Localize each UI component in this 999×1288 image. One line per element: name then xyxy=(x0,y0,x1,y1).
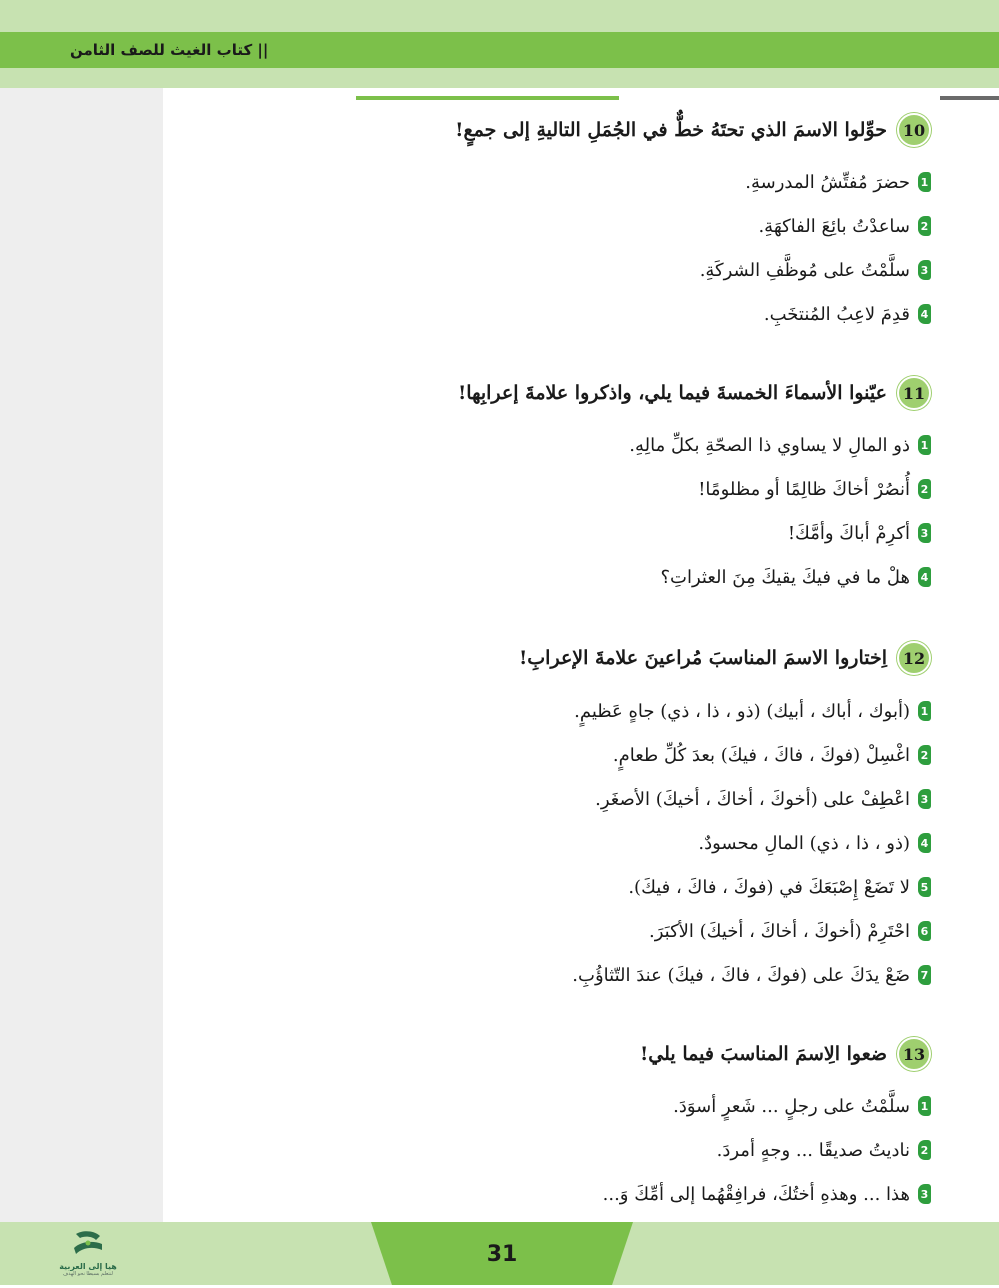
item-number-badge: 1 xyxy=(918,172,931,192)
item-text: أكرِمْ أباكَ وأمَّكَ! xyxy=(787,522,910,544)
item-text: هذا ... وهذهِ أختُكَ، فرافِقْهُما إلى أمِّكَ وَ... xyxy=(602,1183,910,1205)
page-number: 31 xyxy=(486,1242,518,1267)
list-item xyxy=(572,865,931,909)
item-text: سلَّمْتُ على مُوظَّفِ الشركَةِ. xyxy=(699,259,910,281)
item-number-badge: 4 xyxy=(918,833,931,853)
item-number-badge: 3 xyxy=(918,789,931,809)
item-number-badge: 7 xyxy=(918,965,931,985)
item-text: (ذو ، ذا ، ذي) المالِ محسودٌ. xyxy=(698,832,910,854)
logo-subtext: لنتعلم بسيطا نحو الهدف xyxy=(63,1271,113,1277)
item-text: لا تَضَعْ إِصْبَعَكَ في (فوكَ ، فاكَ ، فيكَ). xyxy=(628,876,910,898)
item-text: أُنصُرْ أخاكَ ظالِمًا أو مظلومًا! xyxy=(698,478,910,500)
exercise-12-items xyxy=(572,689,931,997)
item-number-badge: 6 xyxy=(918,921,931,941)
item-text: حضرَ مُفتِّشُ المدرسةِ. xyxy=(745,171,910,193)
item-text: اغْسِلْ (فوكَ ، فاكَ ، فيكَ) بعدَ كُلِّ طعامٍ. xyxy=(612,744,910,766)
book-title: || كتاب الغيث للصف الثامن xyxy=(70,41,269,59)
exercise-11-items xyxy=(629,423,931,599)
item-text: ناديتُ صديقًا ... وجهٍ أمردَ. xyxy=(716,1139,910,1161)
exercise-11-heading xyxy=(458,376,931,410)
list-item xyxy=(629,423,931,467)
exercise-title: حوِّلوا الاسمَ الذي تحتَهُ خطٌّ في الجُمَلِ التاليةِ إلى جمعٍ! xyxy=(455,119,887,141)
exercise-title: ضعوا الِاسمَ المناسبَ فيما يلي! xyxy=(639,1043,887,1065)
item-number-badge: 1 xyxy=(918,701,931,721)
item-number-badge: 2 xyxy=(918,479,931,499)
item-number-badge: 3 xyxy=(918,523,931,543)
item-text: ضَعْ يدَكَ على (فوكَ ، فاكَ ، فيكَ) عندَ التّثاؤُبِ. xyxy=(572,964,910,986)
list-item xyxy=(572,821,931,865)
item-text: ذو المالِ لا يساوي ذا الصحّةِ بكلِّ مالِهِ. xyxy=(629,434,910,456)
item-number-badge: 3 xyxy=(918,1184,931,1204)
exercise-title: اِختاروا الاسمَ المناسبَ مُراعينَ علامةَ الإعرابِ! xyxy=(518,647,887,669)
item-text: قدِمَ لاعِبُ المُنتخَبِ. xyxy=(763,303,910,325)
logo-icon xyxy=(68,1228,108,1258)
list-item xyxy=(603,1172,931,1216)
list-item xyxy=(700,248,931,292)
page-margin-strip xyxy=(0,88,163,1222)
list-item xyxy=(572,689,931,733)
publisher-logo xyxy=(55,1228,121,1280)
item-number-badge: 1 xyxy=(918,1096,931,1116)
exercise-number: 12 xyxy=(897,641,931,675)
item-number-badge: 2 xyxy=(918,216,931,236)
exercise-number: 11 xyxy=(897,376,931,410)
list-item xyxy=(572,953,931,997)
exercise-13-heading xyxy=(640,1037,931,1071)
item-number-badge: 1 xyxy=(918,435,931,455)
list-item xyxy=(572,909,931,953)
item-text: سلَّمْتُ على رجلٍ ... شَعرٍ أسوَدَ. xyxy=(673,1095,910,1117)
exercise-title: عيّنوا الأسماءَ الخمسةَ فيما يلي، واذكروا علامةَ إعرابِها! xyxy=(457,382,887,404)
list-item xyxy=(629,555,931,599)
header-top-band xyxy=(0,0,999,32)
list-item xyxy=(700,160,931,204)
list-item xyxy=(603,1128,931,1172)
exercise-12-heading xyxy=(519,641,931,675)
list-item xyxy=(629,467,931,511)
item-number-badge: 2 xyxy=(918,1140,931,1160)
exercise-number: 13 xyxy=(897,1037,931,1071)
exercise-number: 10 xyxy=(897,113,931,147)
exercise-10-items xyxy=(700,160,931,336)
list-item xyxy=(700,204,931,248)
item-text: ساعدْتُ بائِعَ الفاكهَةِ. xyxy=(758,215,910,237)
item-text: هلْ ما في فيكَ يقيكَ مِنَ العثراتِ؟ xyxy=(660,566,910,588)
item-number-badge: 4 xyxy=(918,304,931,324)
list-item xyxy=(572,733,931,777)
item-number-badge: 5 xyxy=(918,877,931,897)
exercise-10-heading xyxy=(455,113,931,147)
logo-text: هيا إلى العربية xyxy=(59,1262,117,1271)
item-number-badge: 3 xyxy=(918,260,931,280)
green-rule xyxy=(356,96,619,100)
item-text: احْتَرِمْ (أخوكَ ، أخاكَ ، أخيكَ) الأكبَرَ. xyxy=(649,920,910,942)
list-item xyxy=(629,511,931,555)
list-item xyxy=(572,777,931,821)
list-item xyxy=(700,292,931,336)
header-bottom-band xyxy=(0,68,999,88)
item-number-badge: 4 xyxy=(918,567,931,587)
exercise-13-items xyxy=(603,1084,931,1216)
list-item xyxy=(603,1084,931,1128)
item-text: اعْطِفْ على (أخوكَ ، أخاكَ ، أخيكَ) الأصغَرِ. xyxy=(595,788,910,810)
item-text: (أبوك ، أباك ، أبيك) (ذو ، ذا ، ذي) جاهٍ عَظيمٍ. xyxy=(574,700,910,722)
item-number-badge: 2 xyxy=(918,745,931,765)
grey-rule xyxy=(940,96,999,100)
